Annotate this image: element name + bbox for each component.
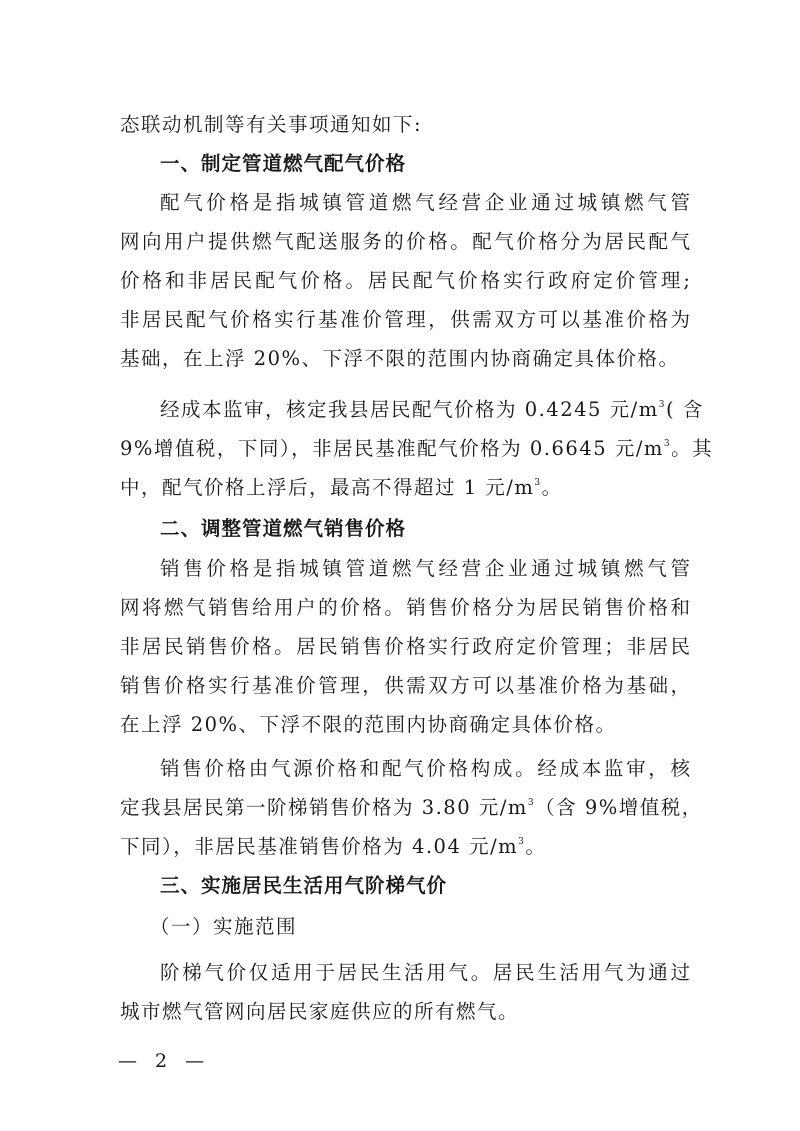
section-heading-3: 三、实施居民生活用气阶梯气价 — [160, 874, 448, 897]
paragraph-line: 基础，在上浮 20%、下浮不限的范围内协商确定具体价格。 — [120, 347, 680, 370]
subsection-heading: （一）实施范围 — [150, 915, 298, 938]
paragraph-line: 阶梯气价仅适用于居民生活用气。居民生活用气为通过 — [160, 961, 690, 984]
paragraph-line — [120, 468, 690, 508]
paragraph-line: 配气价格是指城镇管道燃气经营企业通过城镇燃气管 — [160, 191, 690, 214]
paragraph-line: 非居民销售价格。居民销售价格实行政府定价管理；非居民 — [120, 635, 690, 658]
superscript: 3 — [527, 797, 536, 808]
line-text: （含 9%增值税， — [535, 796, 703, 819]
line-text: 。其 — [671, 437, 714, 460]
line-text: 。 — [525, 835, 547, 858]
paragraph-line — [120, 788, 703, 828]
line-text: 。 — [541, 476, 563, 499]
page-number: — 2 — — [118, 1050, 211, 1072]
line-text: 定我县居民第一阶梯销售价格为 3.80 元/m — [120, 796, 528, 819]
paragraph-line — [160, 390, 704, 430]
paragraph-line: 城市燃气管网向居民家庭供应的所有燃气。 — [120, 1000, 520, 1023]
line-text: 中，配气价格上浮后，最高不得超过 1 元/m — [120, 476, 535, 499]
paragraph-line: 网向用户提供燃气配送服务的价格。配气价格分为居民配气 — [120, 230, 690, 253]
superscript: 3 — [534, 477, 542, 488]
section-heading-2: 二、调整管道燃气销售价格 — [160, 517, 407, 540]
section-heading-1: 一、制定管道燃气配气价格 — [160, 152, 407, 175]
paragraph-line: 网将燃气销售给用户的价格。销售价格分为居民销售价格和 — [120, 596, 690, 619]
line-text: 经成本监审，核定我县居民配气价格为 0.4245 元/m — [160, 398, 659, 421]
paragraph-line: 销售价格实行基准价管理，供需双方可以基准价格为基础， — [120, 674, 690, 697]
superscript: 3 — [658, 399, 666, 410]
paragraph-line — [120, 429, 714, 469]
paragraph-line: 销售价格由气源价格和配气价格构成。经成本监审，核 — [160, 757, 690, 780]
line-text: 9%增值税，下同），非居民基准配气价格为 0.6645 元/m — [120, 437, 664, 460]
paragraph-line: 销售价格是指城镇管道燃气经营企业通过城镇燃气管 — [160, 557, 690, 580]
paragraph-line: 在上浮 20%、下浮不限的范围内协商确定具体价格。 — [120, 713, 617, 736]
line-text: ( 含 — [665, 398, 704, 421]
paragraph-line: 态联动机制等有关事项通知如下: — [120, 113, 423, 136]
superscript: 3 — [518, 836, 526, 847]
paragraph-line: 价格和非居民配气价格。居民配气价格实行政府定价管理; — [120, 269, 690, 292]
paragraph-line: 非居民配气价格实行基准价管理，供需双方可以基准价格为 — [120, 308, 690, 331]
superscript: 3 — [663, 438, 672, 449]
line-text: 下同），非居民基准销售价格为 4.04 元/m — [120, 835, 519, 858]
paragraph-line — [120, 827, 690, 867]
